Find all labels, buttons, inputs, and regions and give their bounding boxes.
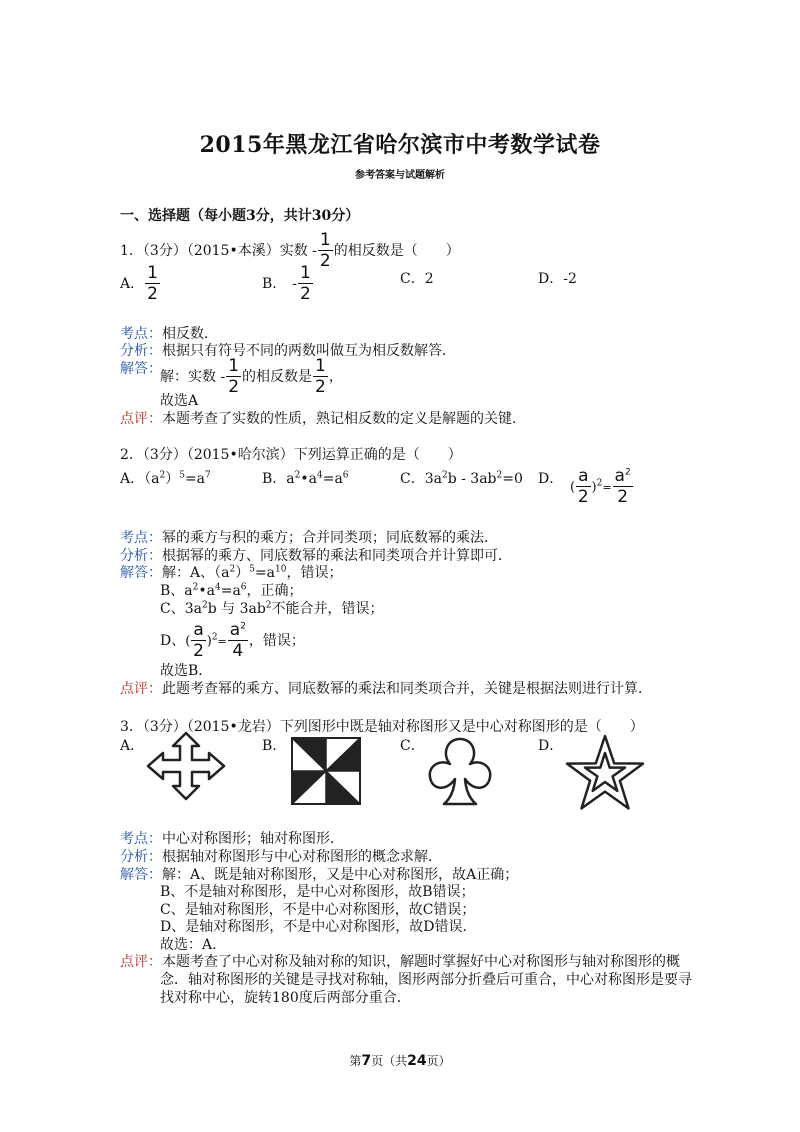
total-page-count: 24 xyxy=(407,1053,427,1069)
pinwheel-figure xyxy=(290,736,362,806)
star-figure xyxy=(566,733,644,809)
q3-fenxi: 分析：根据轴对称图形与中心对称图形的概念求解． xyxy=(120,849,442,865)
current-page-number: 7 xyxy=(361,1053,372,1069)
q1-stem: 1．（3分）（2015•本溪）实数 - $\frac{1}{2}$ 的相反数是（ ） xyxy=(120,230,460,271)
q2-stem: 2．（3分）（2015•哈尔滨）下列运算正确的是（ ） xyxy=(120,447,462,463)
page-footer: 第7页（共24页） xyxy=(349,1053,451,1069)
q2-option-a: A．$(a^2)^5=a^7$ xyxy=(120,470,211,487)
q1-fenxi: 分析：根据只有符号不同的两数叫做互为相反数解答． xyxy=(120,343,456,359)
q3-stem: 3．（3分）（2015•龙岩）下列图形中既是轴对称图形又是中心对称图形的是（ ） xyxy=(120,719,644,735)
q2-jieda-c: C、$3a^2b$ 与 $3ab^2$不能合并，错误； xyxy=(160,600,384,617)
q2-jieda-b: B、$a^2•a^4=a^6$，正确； xyxy=(160,582,303,599)
q1-option-b: B． - $\frac{1}{2}$ xyxy=(262,263,311,304)
q3-option-b-label: B． xyxy=(262,738,287,754)
q2-option-d-expr: ( $\frac{a}{2}$ )$^2$= $\frac{a^2}{2}$ xyxy=(570,466,631,507)
q3-jieda-b: B、不是轴对称图形，是中心对称图形，故B错误； xyxy=(160,884,475,900)
q1-choose: 故选A xyxy=(160,393,199,409)
q3-kaodian: 考点：中心对称图形；轴对称图形． xyxy=(120,831,344,847)
q3-dianping-3: 找对称中心，旋转180度后两部分重合． xyxy=(160,990,411,1006)
q3-choose: 故选：A． xyxy=(160,937,227,953)
club-clover-figure xyxy=(424,733,496,809)
q2-jieda-a: 解答：解：A、$(a^2)^5=a^{10}$，错误； xyxy=(120,564,343,581)
q3-option-d-label: D． xyxy=(538,738,564,754)
q1-option-d: D．-2 xyxy=(538,271,577,287)
q3-option-a-label: A． xyxy=(120,738,145,754)
q3-dianping-1: 点评：本题考查了中心对称及轴对称的知识，解题时掌握好中心对称图形与轴对称图形的概 xyxy=(120,954,680,970)
four-arrow-cross-figure xyxy=(145,730,227,802)
q2-option-d-label: D． xyxy=(538,471,564,487)
q2-option-b: B．$a^2•a^4=a^6$ xyxy=(262,470,349,487)
q2-kaodian: 考点：幂的乘方与积的乘方；合并同类项；同底数幂的乘法． xyxy=(120,530,498,546)
q2-dianping: 点评：此题考查幂的乘方、同底数幂的乘法和同类项合并，关键是根据法则进行计算． xyxy=(120,681,652,697)
q3-jieda-a: 解答：解：A、既是轴对称图形，又是中心对称图形，故A正确； xyxy=(120,867,519,883)
q1-jieda-label: 解答： xyxy=(120,361,162,377)
q3-dianping-2: 念．轴对称图形的关键是寻找对称轴，图形两部分折叠后可重合，中心对称图形是要寻 xyxy=(160,972,692,988)
q3-jieda-d: D、是轴对称图形，不是中心对称图形，故D错误． xyxy=(160,919,477,935)
page-title: 2015年黑龙江省哈尔滨市中考数学试卷 xyxy=(199,132,601,158)
q2-option-c: C．$3a^2b - 3ab^2=0$ xyxy=(400,470,523,487)
q3-jieda-c: C、是轴对称图形，不是中心对称图形，故C错误； xyxy=(160,902,476,918)
q1-option-a: A． $\frac{1}{2}$ xyxy=(120,263,158,304)
q3-option-c-label: C． xyxy=(400,738,425,754)
q2-jieda-d: D、( $\frac{a}{2}$ )$^2$= $\frac{a^2}{4}$ ，错误； xyxy=(160,620,305,661)
q1-option-c: C．2 xyxy=(400,271,434,287)
q1-dianping: 点评：本题考查了实数的性质，熟记相反数的定义是解题的关键． xyxy=(120,411,526,427)
section-heading: 一、选择题（每小题3分，共计30分） xyxy=(120,208,360,224)
page-subtitle: 参考答案与试题解析 xyxy=(355,170,445,181)
q2-choose: 故选B． xyxy=(160,663,213,679)
q1-jieda: 解：实数 - $\frac{1}{2}$ 的相反数是 $\frac{1}{2}$ ， xyxy=(160,356,343,397)
q1-stem-fraction: $\frac{1}{2}$ xyxy=(319,230,331,271)
q2-fenxi: 分析：根据幂的乘方、同底数幂的乘法和同类项合并计算即可． xyxy=(120,548,512,564)
q1-kaodian: 考点：相反数． xyxy=(120,326,218,342)
